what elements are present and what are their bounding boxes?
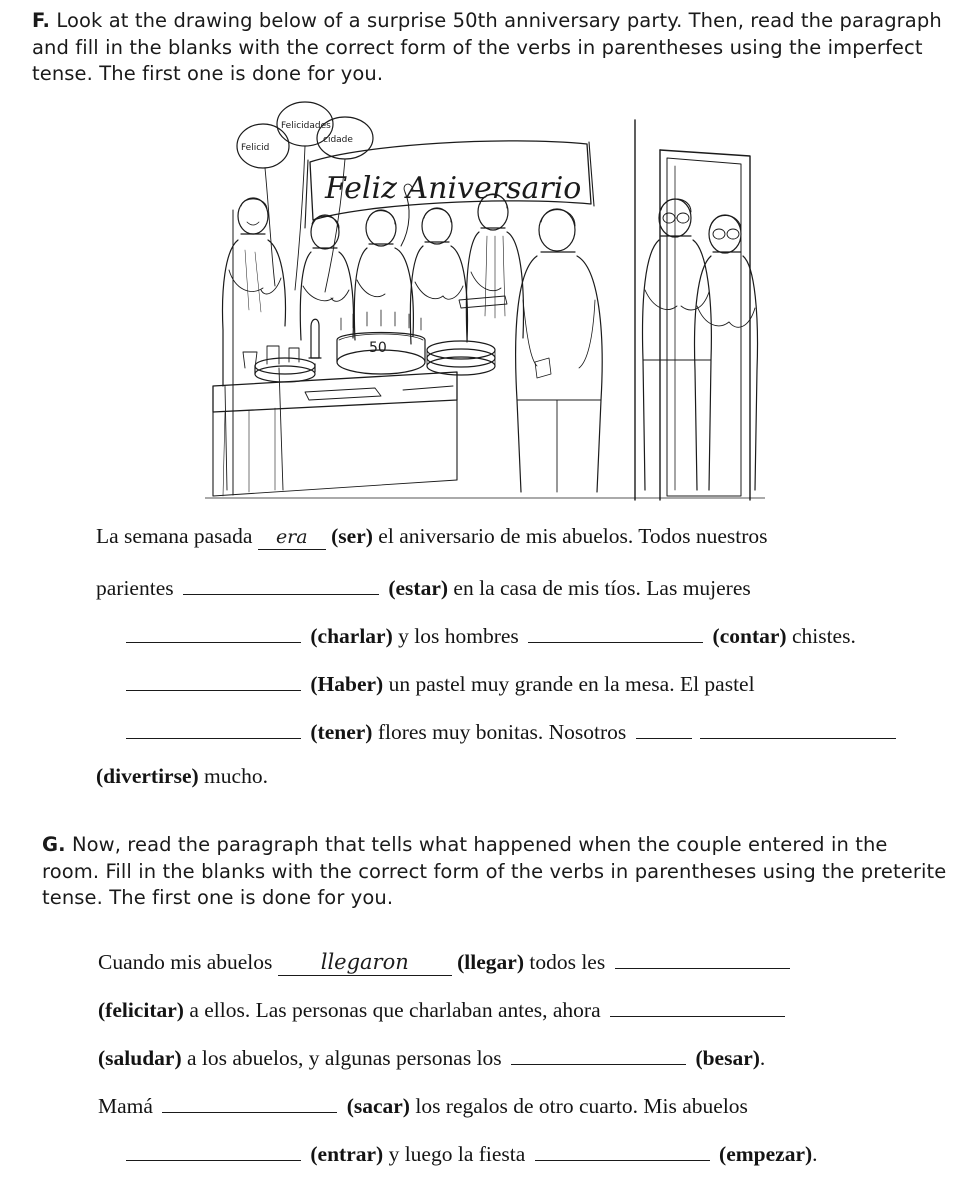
filled-answer-llegaron[interactable]: llegaron <box>278 950 452 976</box>
answer-blank[interactable] <box>636 716 692 739</box>
paragraph-line <box>122 668 755 697</box>
paragraph-line <box>96 764 268 789</box>
text-segment: . <box>812 1141 818 1166</box>
filled-answer-era[interactable]: era <box>258 526 326 550</box>
answer-blank[interactable] <box>183 572 379 595</box>
paragraph-line <box>122 716 900 745</box>
exercise-f-instructions <box>32 8 976 88</box>
text-segment: . <box>759 1045 766 1070</box>
text-segment: flores muy bonitas. Nosotros <box>372 719 632 744</box>
text-segment: Mamá <box>98 1093 159 1118</box>
exercise-g-paragraph <box>0 938 979 1168</box>
paragraph-line <box>96 572 751 601</box>
svg-text:50: 50 <box>369 340 387 356</box>
exercise-f-instruction-text: Look at the drawing below of a surprise 50th anniversary party. Then, read the paragraph and fill in the blanks with the correct form of the verbs in parentheses using the imperfect tense. The first one is done for you. <box>32 9 942 86</box>
text-segment: en la casa de mis tíos. Las mujeres <box>448 575 751 600</box>
verb-cue: (felicitar) <box>98 997 184 1022</box>
text-segment: el aniversario de mis abuelos. Todos nuestros <box>372 524 768 548</box>
text-segment: y luego la fiesta <box>383 1141 531 1166</box>
text-segment: a ellos. Las personas que charlaban antes, ahora <box>183 997 607 1022</box>
svg-text:Felicidades: Felicidades <box>281 121 331 131</box>
paragraph-line <box>98 994 789 1023</box>
answer-blank[interactable] <box>700 716 896 739</box>
paragraph-line <box>98 946 794 976</box>
text-segment: parientes <box>96 575 179 600</box>
verb-cue: (ser) <box>331 524 373 548</box>
verb-cue: (llegar) <box>457 949 524 974</box>
answer-blank[interactable] <box>615 946 790 969</box>
answer-blank[interactable] <box>126 620 301 643</box>
exercise-g-instruction-text: Now, read the paragraph that tells what happened when the couple entered in the room. Fill in the blanks with the correct form of the verbs in parentheses using the preterite tense. The first one is done for you. <box>42 833 947 910</box>
paragraph-line <box>98 1090 748 1119</box>
svg-text:Felicid: Felicid <box>241 143 270 153</box>
text-segment: todos les <box>523 949 611 974</box>
text-segment: y los hombres <box>392 623 525 648</box>
text-segment: los regalos de otro cuarto. Mis abuelos <box>409 1093 748 1118</box>
paragraph-line <box>122 620 856 649</box>
answer-blank[interactable] <box>126 716 301 739</box>
exercise-f-letter: F. <box>32 9 51 32</box>
verb-cue: (charlar) <box>310 623 393 648</box>
party-illustration <box>205 100 765 510</box>
answer-blank[interactable] <box>535 1138 710 1161</box>
verb-cue: (saludar) <box>98 1045 182 1070</box>
answer-blank[interactable] <box>126 1138 301 1161</box>
text-segment: Cuando mis abuelos <box>98 949 278 974</box>
svg-text:Feliz Aniversario: Feliz Aniversario <box>325 171 582 206</box>
verb-cue: (Haber) <box>310 671 384 696</box>
verb-cue: (sacar) <box>346 1093 410 1118</box>
text-segment: La semana pasada <box>96 524 258 548</box>
answer-blank[interactable] <box>511 1042 686 1065</box>
verb-cue: (estar) <box>388 575 449 600</box>
answer-blank[interactable] <box>528 620 703 643</box>
paragraph-line <box>122 1138 818 1167</box>
text-segment: mucho. <box>198 764 268 788</box>
paragraph-line <box>96 524 768 550</box>
verb-cue: (divertirse) <box>96 764 199 788</box>
verb-cue: (entrar) <box>310 1141 384 1166</box>
verb-cue: (empezar) <box>719 1141 813 1166</box>
text-segment: a los abuelos, y algunas personas los <box>181 1045 508 1070</box>
text-segment: chistes. <box>786 623 856 648</box>
exercise-f-paragraph <box>0 512 979 792</box>
svg-text:cidade: cidade <box>323 135 353 145</box>
answer-blank[interactable] <box>610 994 785 1017</box>
verb-cue: (tener) <box>310 719 373 744</box>
text-segment: un pastel muy grande en la mesa. El pastel <box>383 671 755 696</box>
paragraph-line <box>98 1042 765 1071</box>
answer-blank[interactable] <box>162 1090 337 1113</box>
verb-cue: (contar) <box>712 623 787 648</box>
exercise-g-instructions <box>42 832 948 912</box>
exercise-g-letter: G. <box>42 833 66 856</box>
verb-cue: (besar) <box>695 1045 760 1070</box>
answer-blank[interactable] <box>126 668 301 691</box>
